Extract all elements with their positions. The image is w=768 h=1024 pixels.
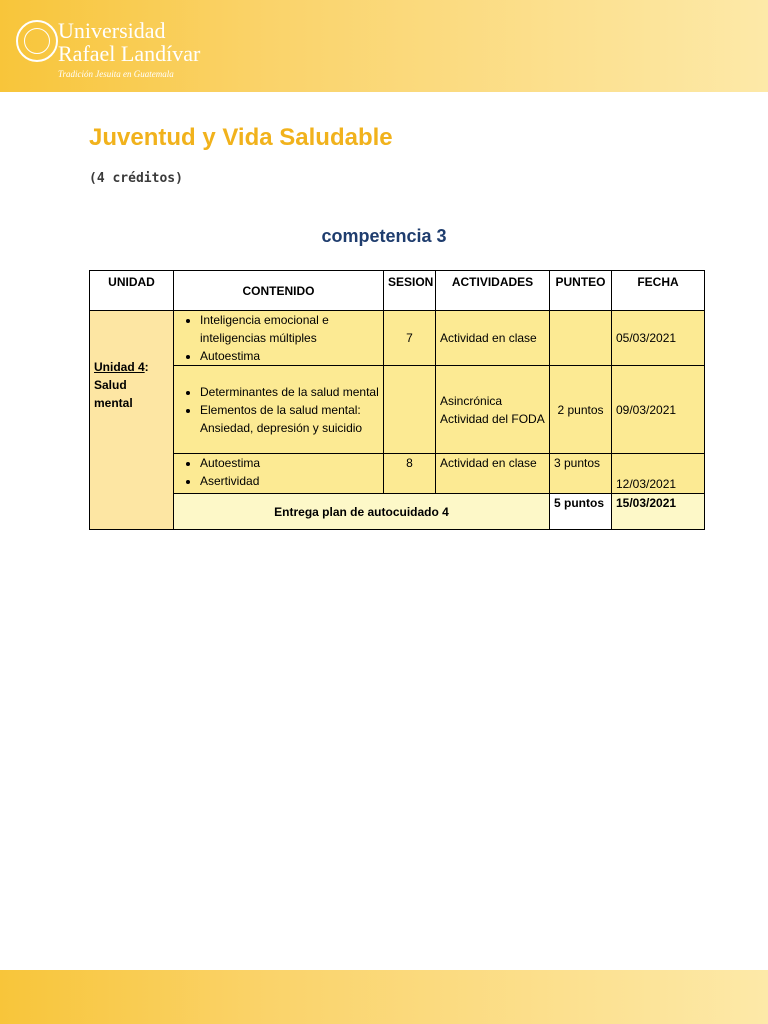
list-item: • Asertividad: [200, 472, 379, 490]
actividad-cell: Asincrónica Actividad del FODA: [436, 366, 550, 454]
competency-title: competencia 3: [321, 226, 447, 246]
course-title: Juventud y Vida Saludable: [89, 124, 393, 151]
punteo-cell: 2 puntos: [550, 366, 612, 454]
unit-name: Unidad 4: [94, 360, 145, 374]
university-seal-icon: [16, 20, 58, 62]
fecha-cell: 09/03/2021: [612, 366, 705, 454]
list-item: • Determinantes de la salud mental: [200, 383, 379, 401]
page-header-band: [0, 0, 768, 92]
total-punteo-cell: 5 puntos: [550, 494, 612, 530]
total-label-cell: Entrega plan de autocuidado 4: [174, 494, 550, 530]
content-cell: [174, 454, 384, 494]
unit-topic-line1: Salud: [94, 378, 127, 392]
table-row: [90, 311, 705, 366]
logo-line-2: Rafael Landívar: [58, 41, 201, 66]
total-row: [90, 494, 705, 530]
table-row: [90, 454, 705, 494]
header-contenido: CONTENIDO: [174, 271, 384, 311]
table-row: [90, 366, 705, 454]
fecha-cell: 12/03/2021: [612, 454, 705, 494]
punteo-cell: [550, 311, 612, 366]
page-footer-band: [0, 970, 768, 1024]
actividad-cell: Actividad en clase: [436, 311, 550, 366]
unit-cell: [90, 311, 174, 530]
table-header-row: [90, 271, 705, 311]
header-fecha: FECHA: [612, 271, 705, 311]
punteo-cell: 3 puntos: [550, 454, 612, 494]
header-actividades: ACTIVIDADES: [436, 271, 550, 311]
actividad-cell: Actividad en clase: [436, 454, 550, 494]
logo-line-1: Universidad: [58, 18, 166, 43]
unit-topic-line2: mental: [94, 396, 133, 410]
content-cell: [174, 366, 384, 454]
unit-colon: :: [144, 360, 149, 374]
header-unidad: UNIDAD: [90, 271, 174, 311]
content-cell: [174, 311, 384, 366]
course-credits: (4 créditos): [89, 171, 183, 186]
header-sesion: SESION: [384, 271, 436, 311]
logo-tagline: Tradición Jesuita en Guatemala: [58, 69, 174, 79]
course-plan-table: [89, 270, 705, 530]
sesion-cell: 7: [384, 311, 436, 366]
university-logo: [14, 16, 214, 80]
list-item: • Autoestima: [200, 454, 379, 472]
sesion-cell: 8: [384, 454, 436, 494]
list-item: • Inteligencia emocional e inteligencias múltiples: [200, 311, 379, 347]
list-item: • Elementos de la salud mental: Ansiedad, depresión y suicidio: [200, 401, 379, 437]
header-punteo: PUNTEO: [550, 271, 612, 311]
sesion-cell: [384, 366, 436, 454]
list-item: • Autoestima: [200, 347, 379, 365]
fecha-cell: 05/03/2021: [612, 311, 705, 366]
total-fecha-cell: 15/03/2021: [612, 494, 705, 530]
